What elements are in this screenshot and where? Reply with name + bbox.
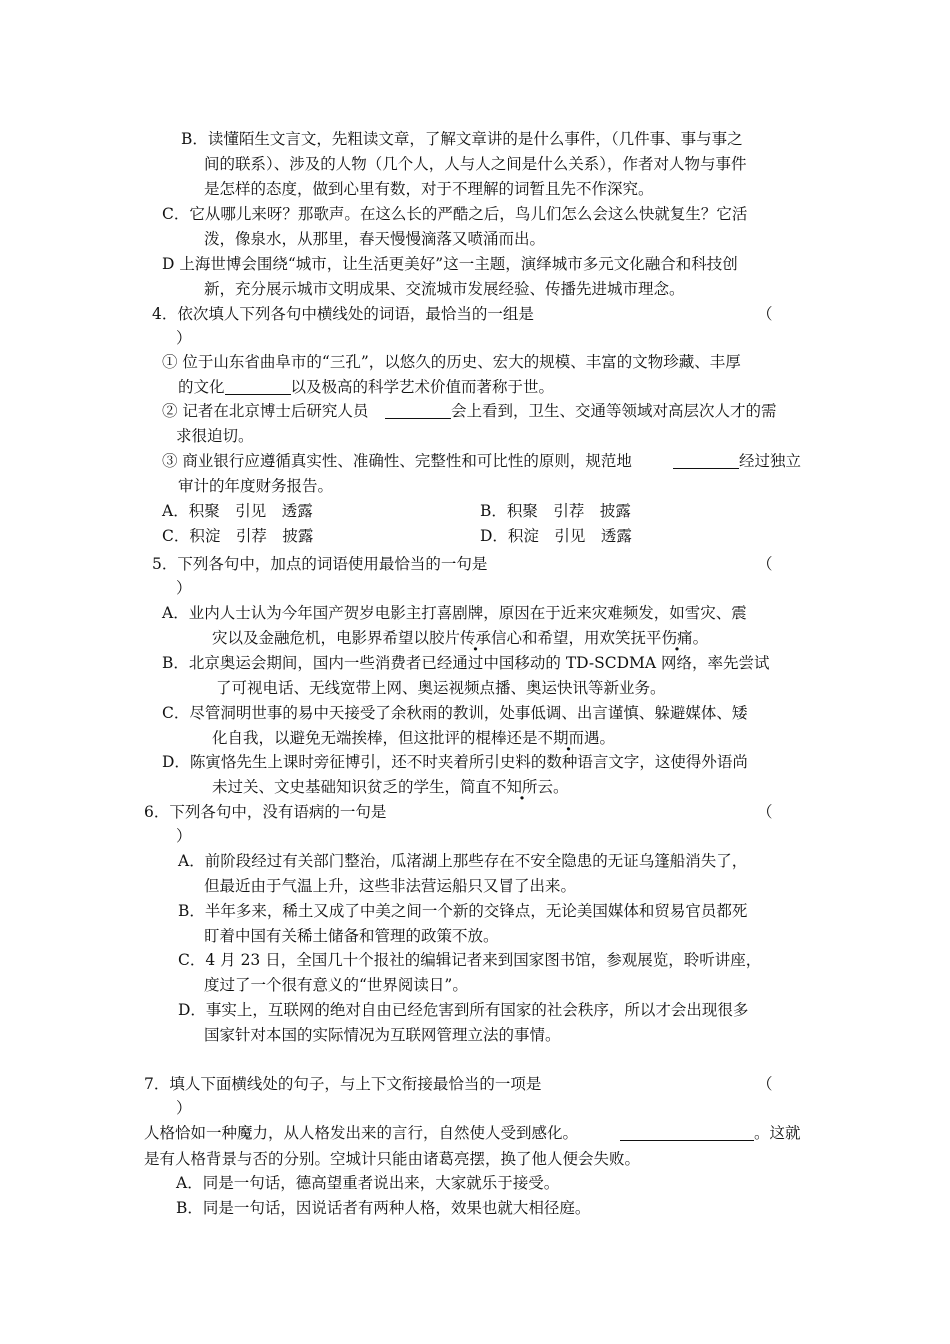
text-line: D 上海世博会围绕“城市，让生活更美好”这一主题，演绎城市多元文化融合和科技创 (162, 255, 738, 273)
text-line: C．4 月 23 日，全国几十个报社的编辑记者来到国家图书馆，参观展览，聆听讲座， (178, 951, 762, 969)
q5-option-d-line2: 未过关、文史基础知识贫乏的学生，简直不知所云。 (212, 778, 569, 796)
answer-paren-open: （ (757, 555, 773, 573)
text-line: 新，充分展示城市文明成果、交流城市发展经验、传播先进城市理念。 (204, 280, 685, 298)
text-line: 了可视电话、无线宽带上网、奥运视频点播、奥运快讯等新业务。 (216, 679, 666, 697)
text-line: A．前阶段经过有关部门整治，瓜渚湖上那些存在不安全隐患的无证乌篷船消失了， (178, 852, 748, 870)
text-line: C．它从哪儿来呀？那歌声。在这么长的严酷之后，鸟儿们怎么会这么快就复生？它活 (162, 205, 748, 223)
text-line: 间的联系）、涉及的人物（几个人，人与人之间是什么关系），作者对人物与事件 (204, 155, 747, 173)
answer-blank (225, 376, 291, 395)
q4-option-a: A．积聚 引见 透露 (162, 502, 313, 520)
q4-item2-blank-tail: 会上看到，卫生、交通等领域对高层次人才的需 (385, 398, 777, 424)
text-line: 度过了一个很有意义的“世界阅读日”。 (204, 976, 468, 994)
text-line: A．业内人士认为今年国产贺岁电影主打喜剧牌，原因在于近来灾难频发，如雪灾、震 (162, 604, 747, 622)
answer-paren-open: （ (757, 305, 773, 323)
text-line: B．同是一句话，因说话者有两种人格，效果也就大相径庭。 (176, 1199, 591, 1217)
text-line: 但最近由于气温上升，这些非法营运船只又冒了出来。 (204, 877, 577, 895)
text-line: 是有人格背景与否的分别。空城计只能由诸葛亮摆，换了他人便会失败。 (144, 1150, 641, 1168)
emphasis-word: 不期而遇 (537, 729, 600, 747)
text-line: B．半年多来，稀土又成了中美之间一个新的交锋点，无论美国媒体和贸易官员都死 (178, 902, 748, 920)
text-line: 泼，像泉水，从那里，春天慢慢滴落又喷涌而出。 (204, 230, 546, 248)
text-line: 人格恰如一种魔力，从人格发出来的言行，自然使人受到感化。 (144, 1124, 579, 1142)
text-line: 5．下列各句中，加点的词语使用最恰当的一句是 (152, 555, 488, 573)
text-line: 求很迫切。 (176, 427, 254, 445)
q4-option-c: C．积淀 引荐 披露 (162, 527, 314, 545)
text-line: 6．下列各句中，没有语病的一句是 (144, 803, 387, 821)
q5-option-c-line2: 化自我，以避免无端挨棒，但这批评的棍棒还是不期而遇。 (212, 729, 616, 747)
text-line: C．尽管洞明世事的易中天接受了余秋雨的教训，处事低调、出言谨慎、躲避媒体、矮 (162, 704, 748, 722)
text-line: ② 记者在北京博士后研究人员 (162, 402, 369, 420)
emphasis-word: 传承 (460, 629, 492, 647)
emphasis-word: 伤痛 (661, 629, 693, 647)
q7-blank-tail: 。这就 (620, 1120, 801, 1146)
q4-item3-blank-tail: 经过独立 (673, 448, 801, 474)
answer-blank (385, 400, 451, 419)
text-line: 7．填人下面横线处的句子，与上下文衔接最恰当的一项是 (144, 1075, 542, 1093)
text-line: 是怎样的态度，做到心里有数，对于不理解的词暂且先不作深究。 (204, 180, 654, 198)
text-line: ③ 商业银行应遵循真实性、准确性、完整性和可比性的原则，规范地 (162, 452, 632, 470)
answer-paren-open: （ (757, 803, 773, 821)
q4-option-b: B．积聚 引荐 披露 (480, 502, 631, 520)
text-line: 4．依次填人下列各句中横线处的词语，最恰当的一组是 (152, 305, 534, 323)
answer-paren-close: ） (176, 579, 192, 597)
emphasis-word: 不知所云 (491, 778, 554, 796)
text-line: 审计的年度财务报告。 (178, 477, 334, 495)
text-line: A．同是一句话，德高望重者说出来，大家就乐于接受。 (176, 1174, 560, 1192)
text-line: ① 位于山东省曲阜市的“三孔”，以悠久的历史、宏大的规模、丰富的文物珍藏、丰厚 (162, 353, 741, 371)
answer-paren-close: ） (176, 329, 192, 347)
answer-paren-close: ） (176, 827, 192, 845)
text-line: 盯着中国有关稀土储备和管理的政策不放。 (204, 927, 499, 945)
text-line: B．北京奥运会期间，国内一些消费者已经通过中国移动的 TD-SCDMA 网络，率先尝试 (162, 654, 770, 672)
q4-item1-line2: 的文化 以及极高的科学艺术价值而著称于世。 (178, 378, 555, 396)
q5-option-a-line2: 灾以及金融危机，电影界希望以胶片传承信心和希望，用欢笑抚平伤痛。 (212, 629, 709, 647)
text-line: D．事实上，互联网的绝对自由已经危害到所有国家的社会秩序，所以才会出现很多 (178, 1001, 749, 1019)
text-line: 国家针对本国的实际情况为互联网管理立法的事情。 (204, 1026, 561, 1044)
answer-paren-close: ） (176, 1099, 192, 1117)
text-line: B．读懂陌生文言文，先粗读文章，了解文章讲的是什么事件，（几件事、事与事之 (181, 130, 743, 148)
text-line: D．陈寅恪先生上课时旁征博引，还不时夹着所引史料的数种语言文字，这使得外语尚 (162, 753, 748, 771)
answer-paren-open: （ (757, 1075, 773, 1093)
answer-blank (620, 1122, 754, 1141)
answer-blank (673, 450, 739, 469)
q4-option-d: D．积淀 引见 透露 (480, 527, 632, 545)
